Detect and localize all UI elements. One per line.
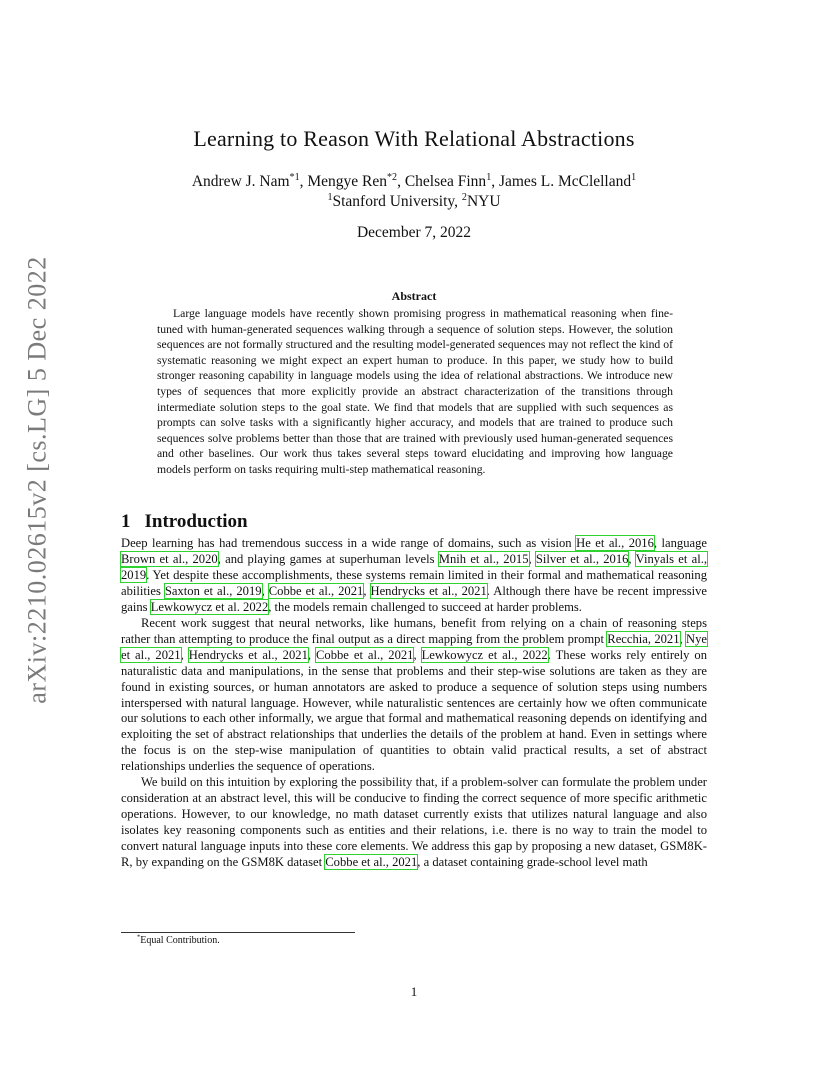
author-block [0,172,828,212]
footnote-divider [121,932,355,933]
body-text: Recent work suggest that neural networks, like humans, benefit from relying on a chain of reasoning steps rather than attempting to produce the final output as a direct mapping from the problem prompt [121,615,707,646]
abstract-text: Large language models have recently shown promising progress in mathematical reasoning when fine-tuned with human-generated sequences walking through a sequence of solution steps. However, the solution sequences are not formally structured and the resulting model-generated sequences may not reflect the kind of systematic reasoning we might expect an expert human to produce. In this paper, we study how to build stronger reasoning capability in language models using the idea of relational abstractions. We introduce new types of sequences that more explicitly provide an abstract characterization of the transitions through intermediate solution steps to the goal state. We find that models that are supplied with such sequences as prompts can solve tasks with a significantly higher accuracy, and models that are trained to produce such sequences solve problems better than those that are trained with previously used human-generated sequences and other baselines. Our work thus takes several steps toward elucidating and improving how language models perform on tasks requiring multi-step mathematical reasoning. [157,307,673,476]
arxiv-identifier-sidebar [20,256,56,704]
citation-link[interactable]: Hendrycks et al., 2021 [370,583,487,598]
citation-link[interactable]: Brown et al., 2020 [121,551,218,566]
affiliation-list: $^1$Stanford University, $^2$NYU [327,191,501,210]
citation-link[interactable]: Cobbe et al., 2021 [316,647,414,662]
author-affiliation-mark: 1 [631,171,637,183]
citation-link[interactable]: Recchia, 2021 [607,631,680,646]
body-text: , a dataset containing grade-school level math [417,855,648,870]
page-number: 1 [410,984,418,999]
body-text: . These works rely entirely on naturalistic data and manipulations, in the sense that problems and their step-wise solutions are taken as they are found in existing sources, or human annotators are asked to produce a sequence of solution steps using numbers interspersed with natural language. However, while naturalistic sentences are certainly how we often communicate our solutions to each other informally, we argue that formal and mathematical reasoning depends on identifying and exploiting the set of abstract relationships that underlies the details of the problem at hand. Even in settings where the focus is on the step-wise manipulation of quantities to obtain valid practical results, a set of abstract relationships underlies the sequence of operations. [121,647,707,774]
citation-link[interactable]: Silver et al., 2016 [535,551,629,566]
paper-title: Learning to Reason With Relational Abstractions [193,126,635,151]
body-text: , [628,551,636,566]
body-text: , [679,631,687,646]
citation-link[interactable]: Lewkowycz et al. 2022 [150,599,269,614]
body-paragraph [121,616,707,776]
introduction-body [121,536,707,871]
author-list: Andrew J. Nam$^{*1}$, Mengye Ren$^{*2}$, Chelsea Finn$^1$, James L. McClelland$^1$ [191,171,637,190]
footnote [137,935,220,946]
citation-link[interactable]: Nye et al., 2021 [121,631,707,662]
author-name: James L. McClelland [498,173,632,190]
citation-link[interactable]: Saxton et al., 2019 [164,583,262,598]
affiliation-name: NYU [466,193,501,210]
body-text: , the models remain challenged to succeed at harder problems. [268,599,582,614]
abstract-heading: Abstract [391,289,437,303]
body-text: , [413,647,422,662]
author-name: Mengye Ren [307,173,387,190]
affiliation-mark: 2 [461,191,467,203]
body-text: , [180,647,189,662]
author-name: Chelsea Finn [404,173,487,190]
author-affiliation-mark: 1 [486,171,492,183]
body-text: , [261,583,269,598]
affiliation-mark: 1 [327,191,333,203]
footnote-mark: * [137,933,141,941]
body-paragraph [121,536,707,616]
citation-link[interactable]: He et al., 2016 [576,536,654,550]
section-heading [121,511,248,533]
body-text: , language [653,536,707,550]
section-title-text: Introduction [144,511,248,532]
citation-link[interactable]: Cobbe et al., 2021 [268,583,364,598]
body-text: Deep learning has had tremendous success in a wide range of domains, such as vision [121,536,577,550]
body-text: . Yet despite these accomplishments, these systems remain limited in their formal and mathematical reasoning abilities [121,567,707,598]
citation-link[interactable]: Cobbe et al., 2021 [325,855,418,870]
body-paragraph [121,775,707,871]
citation-link[interactable]: Lewkowycz et al., 2022 [421,647,548,662]
body-text: , and playing games at superhuman levels [217,551,439,566]
author-affiliation-mark: *2 [387,171,398,183]
body-text: . Although there have be recent impressive gains [121,583,708,614]
affiliation-name: Stanford University [332,193,455,210]
citation-link[interactable]: Hendrycks et al., 2021 [188,647,308,662]
body-text: , [363,583,371,598]
paper-date: December 7, 2022 [356,224,472,241]
author-name: Andrew J. Nam [191,173,290,190]
arxiv-identifier: arXiv:2210.02615v2 [cs.LG] 5 Dec 2022 [23,256,53,704]
citation-link[interactable]: Mnih et al., 2015 [438,551,529,566]
section-number: 1 [121,511,131,532]
body-text: , [528,551,536,566]
footnote-text: Equal Contribution. [140,935,220,946]
author-affiliation-mark: *1 [289,171,300,183]
body-text: We build on this intuition by exploring the possibility that, if a problem-solver can formulate the problem under consideration at an abstract level, this will be conducive to finding the correct sequence of more specific arithmetic operations. However, to our knowledge, no math dataset currently exists that utilizes natural language and also isolates key reasoning components such as entities and their relations, i.e. there is no way to train the model to convert natural language inputs into these core elements. We address this gap by proposing a new dataset, GSM8K-R, by expanding on the GSM8K dataset [121,775,707,870]
body-text: , [307,647,316,662]
citation-link[interactable]: Vinyals et al., 2019 [121,551,708,582]
